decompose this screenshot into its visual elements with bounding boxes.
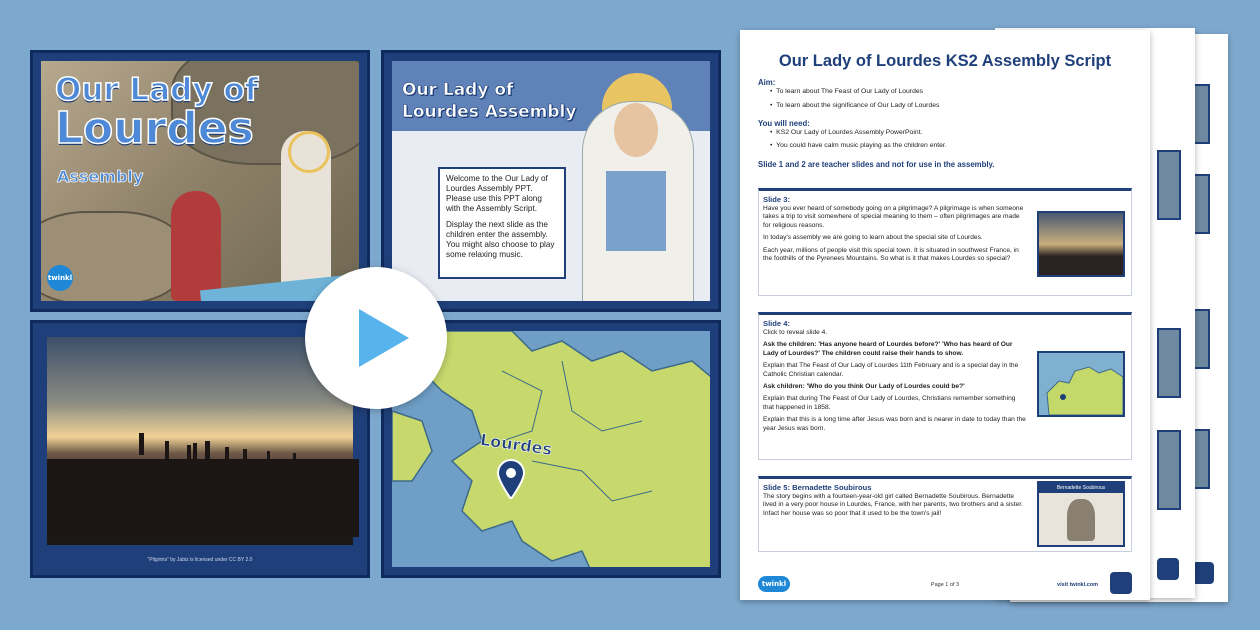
document-footer (740, 568, 1150, 600)
need-item: • KS2 Our Lady of Lourdes Assembly PowerPoint. (770, 129, 923, 136)
play-icon (359, 309, 409, 367)
section-slide-4 (758, 312, 1132, 460)
teacher-note: Slide 1 and 2 are teacher slides and not for use in the assembly. (758, 160, 995, 169)
section-body: The story begins with a fourteen-year-old girl called Bernadette Soubirous. Bernadette lived in a very poor house in Lourdes, France, with her parents, two brothers and a sister. Infact her house was so poor that it used to be the town's jail! (763, 493, 1023, 517)
pilgrims-photo (47, 337, 353, 545)
thumbnail-caption: Bernadette Soubirous (1039, 483, 1123, 493)
logo-icon (1192, 562, 1214, 584)
aim-item: • To learn about the significance of Our Lady of Lourdes (770, 102, 940, 109)
thumbnail (1157, 328, 1181, 398)
slide-subtitle: Assembly (57, 167, 144, 186)
aim-item: • To learn about The Feast of Our Lady of Lourdes (770, 88, 924, 95)
need-heading: You will need: (758, 119, 810, 128)
slide-title-text: Our Lady of Lourdes (55, 72, 259, 154)
section-slide-3 (758, 188, 1132, 296)
document-title: Our Lady of Lourdes KS2 Assembly Script (778, 52, 1112, 70)
badge-icon (1110, 572, 1132, 594)
portrait (1067, 499, 1095, 541)
map-label: Lourdes (479, 430, 554, 459)
section-body: Have you ever heard of somebody going on a pilgrimage? A pilgrimage is when someone takes a trip to visit somewhere of special meaning to them – often pilgrimages are made for religious reasons. In today's assembly we are going to learn about the special site of Lourdes. Each year, millions of people visit this special town. It is situated in southwest France, in the foothills of the Pyrenees Mountains. So what is it that makes Lourdes so special? (763, 205, 1024, 263)
thumbnail (1157, 150, 1181, 220)
bernadette-thumbnail (1037, 481, 1125, 547)
credit-bar (41, 545, 359, 567)
section-title: Slide 4: (763, 319, 791, 328)
map-thumbnail (1037, 351, 1125, 417)
slide-title-text: Our Lady of Lourdes Assembly (402, 80, 577, 122)
slide-canvas (41, 61, 359, 301)
blue-robe (606, 171, 666, 251)
slide-title[interactable] (30, 50, 370, 312)
section-slide-5 (758, 476, 1132, 552)
play-button[interactable] (305, 267, 447, 409)
halo (288, 131, 330, 173)
face (614, 103, 658, 157)
slide-canvas (392, 61, 710, 301)
aim-heading: Aim: (758, 78, 776, 87)
location-pin-icon[interactable] (496, 459, 526, 499)
assembly-script-page (740, 30, 1150, 600)
section-title: Slide 3: (763, 195, 791, 204)
logo-icon (1157, 558, 1179, 580)
visit-link[interactable]: visit twinkl.com (1057, 582, 1098, 588)
photo-credit[interactable]: "Pilgrims" by Jabiz is licensed under CC BY 2.0 (147, 557, 253, 563)
twinkl-logo: twinkl (758, 576, 790, 592)
page-number: Page 1 of 3 (930, 582, 960, 588)
twinkl-logo: twinkl (47, 265, 73, 291)
section-title: Slide 5: Bernadette Soubirous (763, 483, 872, 492)
need-item: • You could have calm music playing as the children enter. (770, 142, 947, 149)
slide-welcome[interactable] (381, 50, 721, 312)
bernadette-figure (171, 191, 221, 301)
map-icon (1039, 353, 1123, 415)
teacher-instructions: Welcome to the Our Lady of Lourdes Assembly PPT. Please use this PPT along with the Assembly Script. Display the next slide as the children enter the assembly. You might also choose to play some relaxing music. (438, 167, 566, 279)
section-body: Click to reveal slide 4. Ask the children: 'Has anyone heard of Lourdes before?' 'Who has heard of Our Lady of Lourdes?' The children could raise their hands to show. Explain that The Feast of Our Lady of Lourdes 11th February and is a special day in the Catholic Christian calendar. Ask children: 'Who do you think Our Lady of Lourdes could be?' Explain that during The Feast of Our Lady of Lourdes, Christians remember something that happened in 1858. Explain that this is a long time after Jesus was born and is nearer in date to today than the year Jesus was born. (763, 329, 1026, 432)
thumbnail (1157, 430, 1181, 510)
pilgrims-thumbnail (1037, 211, 1125, 277)
